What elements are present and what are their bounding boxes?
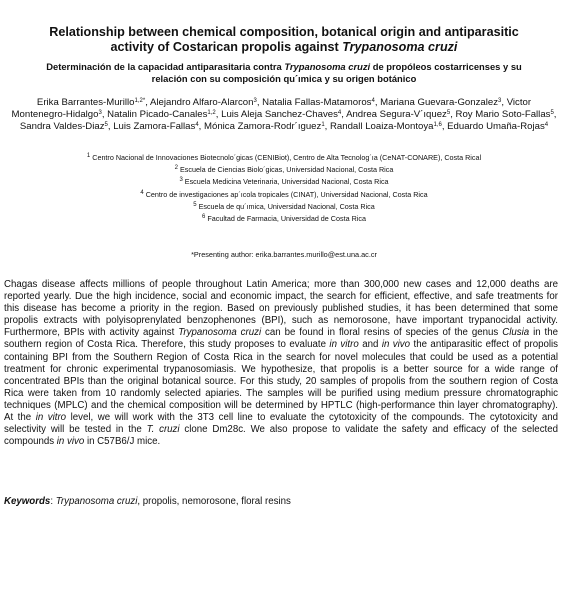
author-name: Andrea Segura-V´ıquez [346,109,447,121]
author-name: Luis Aleja Sanchez-Chaves [221,109,338,121]
subtitle-line-1 [14,61,554,73]
author-name: Eduardo Umaña-Rojas [447,121,545,133]
affiliation-text: Escuela de Ciencias Biolo´gicas, Universidad Nacional, Costa Rica [180,165,394,175]
abstract-italic: in vivo [56,436,85,448]
abstract [4,279,558,448]
author [20,121,113,132]
author [204,121,330,132]
author [346,109,455,120]
author-separator: , [450,109,456,121]
affiliation-number: 6 [202,214,206,221]
author [221,109,346,120]
title-line-2 [14,40,554,55]
affiliation-line [0,213,568,225]
author-separator: , [501,97,507,108]
title-species: Trypanosoma cruzi [342,40,458,54]
author-affiliation-mark: 3 [498,98,502,104]
abstract-text: clone Dm28c. We also propose to validate the safety and efficacy of the selected compounds [4,424,558,448]
keywords-colon: : [50,496,56,507]
affiliation-number: 5 [193,201,197,208]
author-separator: , [256,97,263,108]
affiliation-number: 4 [140,189,144,196]
affiliation-line [0,201,568,213]
author-name: Randall Loaiza-Montoya [330,121,434,133]
author-name: Mariana Guevara-Gonzalez [380,97,499,108]
author-affiliation-mark: 5 [104,122,108,129]
author-separator: , [107,121,114,133]
abstract-italic: Trypanosoma cruzi [178,327,262,339]
author-name: Alejandro Alfaro-Alarcon [150,97,254,108]
author-affiliation-mark: 4 [371,98,375,104]
author-affiliation-mark: 1,2* [134,98,146,104]
abstract-text: in the southern region of Costa Rica. Therefore, this study proposes to evaluate [4,327,559,351]
abstract-text: can be found in floral resins of species of the genus [261,327,503,339]
author [107,109,221,120]
abstract-text: in C57B6/J mice. [84,436,161,448]
author-separator: , [553,109,557,121]
author-separator: , [145,97,150,108]
affiliation-number: 1 [86,153,91,159]
affiliation-line [0,152,568,164]
abstract-text: the antiparasitic effect of propolis containing BPI from the Southern Region of Costa Rica in the search for novel molecules that could be used as a potential treatment for chronic experimental trypanosomiasis. We hypothesize, that propolis is a better source for a wide range of concentrated BPIs than the original botanical source. For this study, 20 samples of propolis from the southern region of Costa Rica were taken from 10 randomly selected apiaries. The samples will be purified using medium pressure chromatographic techniques (MPLC) and the chemical composition will be determined by HPTLC (high-performance thin layer chromatography). At the [4,339,559,424]
affiliation-line [0,189,568,201]
author-name: Victor Montenegro-Hidalgo [11,97,532,121]
keywords-label: Keywords [4,496,51,507]
author [447,121,548,132]
abstract-italic: T. cruzi [146,424,180,436]
abstract-text: and [358,339,382,351]
author-affiliation-mark: 4 [337,110,342,117]
author-affiliation-mark: 5 [550,110,554,117]
author-affiliation-mark: 1 [321,122,325,129]
author [37,97,150,108]
affiliation-text: Centro Nacional de Innovaciones Biotecnolo´gicas (CENIBiot), Centro de Alta Tecnolog´ıa (CeNAT-CONARE), Costa Rical [92,153,482,162]
subtitle-line-2: relación con su composición qu´ımica y su origen botánico [151,73,417,84]
abstract-italic: in vitro [35,412,67,424]
author-list [10,97,558,134]
affiliation-list [0,152,568,225]
abstract-text: level, we will work with the 3T3 cell line to evaluate the cytotoxicity of the compounds. The cytotoxicity and selectivity will be tested in the [4,412,558,436]
abstract-paragraph [4,279,558,448]
presenting-author: *Presenting author: erika.barrantes.murillo@est.una.ac.cr [191,250,377,259]
affiliation-number: 2 [174,165,178,172]
subtitle-text-a: Determinación de la capacidad antiparasitaria contra [46,61,285,72]
author-affiliation-mark: 1,6 [433,122,442,129]
keywords-rest: , propolis, nemorosone, floral resins [137,496,291,507]
keywords [4,496,558,508]
subtitle-species: Trypanosoma cruzi [284,61,371,72]
author [380,97,507,108]
affiliation-line [0,164,568,176]
author-separator: , [215,109,222,121]
affiliation-line [0,176,568,188]
author-name: Natalin Picado-Canales [107,109,208,121]
author-affiliation-mark: 3 [253,98,257,104]
affiliation-text: Facultad de Farmacia, Universidad de Costa Rica [207,214,366,224]
subtitle-text-b: de propóleos costarricenses y su [370,61,522,72]
author-separator: , [341,109,347,121]
author-separator: , [441,121,448,133]
author [113,121,204,132]
abstract-italic: in vitro [329,339,359,351]
author-name: Mónica Zamora-Rodr´ıguez [204,121,322,133]
author-name: Roy Mario Soto-Fallas [455,109,551,121]
keyword-species: Trypanosoma cruzi [55,496,138,507]
author-affiliation-mark: 5 [446,110,451,117]
paper-title [14,25,554,55]
abstract-italic: Clusia [502,327,530,339]
abstract-text: Chagas disease affects millions of people throughout Latin America; more than 300,000 new cases and 12,000 deaths are reported yearly. Due the high incidence, social and economic impact, the search for efficient, effective, and safe treatments for this disease has become a priority in the region. Based on previously published studies, it has been determined that some propolis extracts with polyisoprenylated benzophenones (BPI), such as nemorosone, have important trypanocidal activity. Furthermore, BPIs with activity against [4,279,558,339]
author-separator: , [101,109,108,121]
author-affiliation-mark: 4 [544,122,549,129]
abstract-italic: in vivo [381,339,411,351]
title-line-2-text: activity of Costarican propolis against [110,40,343,54]
author [330,121,447,132]
affiliation-text: Escuela de qu´ımica, Universidad Nacional, Costa Rica [198,201,375,211]
affiliation-text: Escuela Medicina Veterinaria, Universidad Nacional, Costa Rica [184,177,389,187]
author-name: Luis Zamora-Fallas [113,121,196,133]
author [262,97,380,108]
author-affiliation-mark: 4 [195,122,199,129]
title-line-1: Relationship between chemical composition, botanical origin and antiparasitic [49,25,519,39]
author-name: Sandra Valdes-Diaz [19,121,105,133]
affiliation-number: 3 [179,177,183,184]
author-affiliation-mark: 3 [98,110,102,117]
author-separator: , [374,97,381,108]
paper-subtitle [14,61,554,85]
author-name: Erika Barrantes-Murillo [36,97,135,108]
affiliation-text: Centro de investigaciones ap´ıcola tropicales (CINAT), Universidad Nacional, Costa Rica [145,189,428,199]
author [150,97,262,108]
author-separator: , [324,121,330,133]
author-affiliation-mark: 1,2 [207,110,216,117]
author-name: Natalia Fallas-Matamoros [262,97,372,108]
author-separator: , [198,121,204,133]
author [456,109,557,120]
